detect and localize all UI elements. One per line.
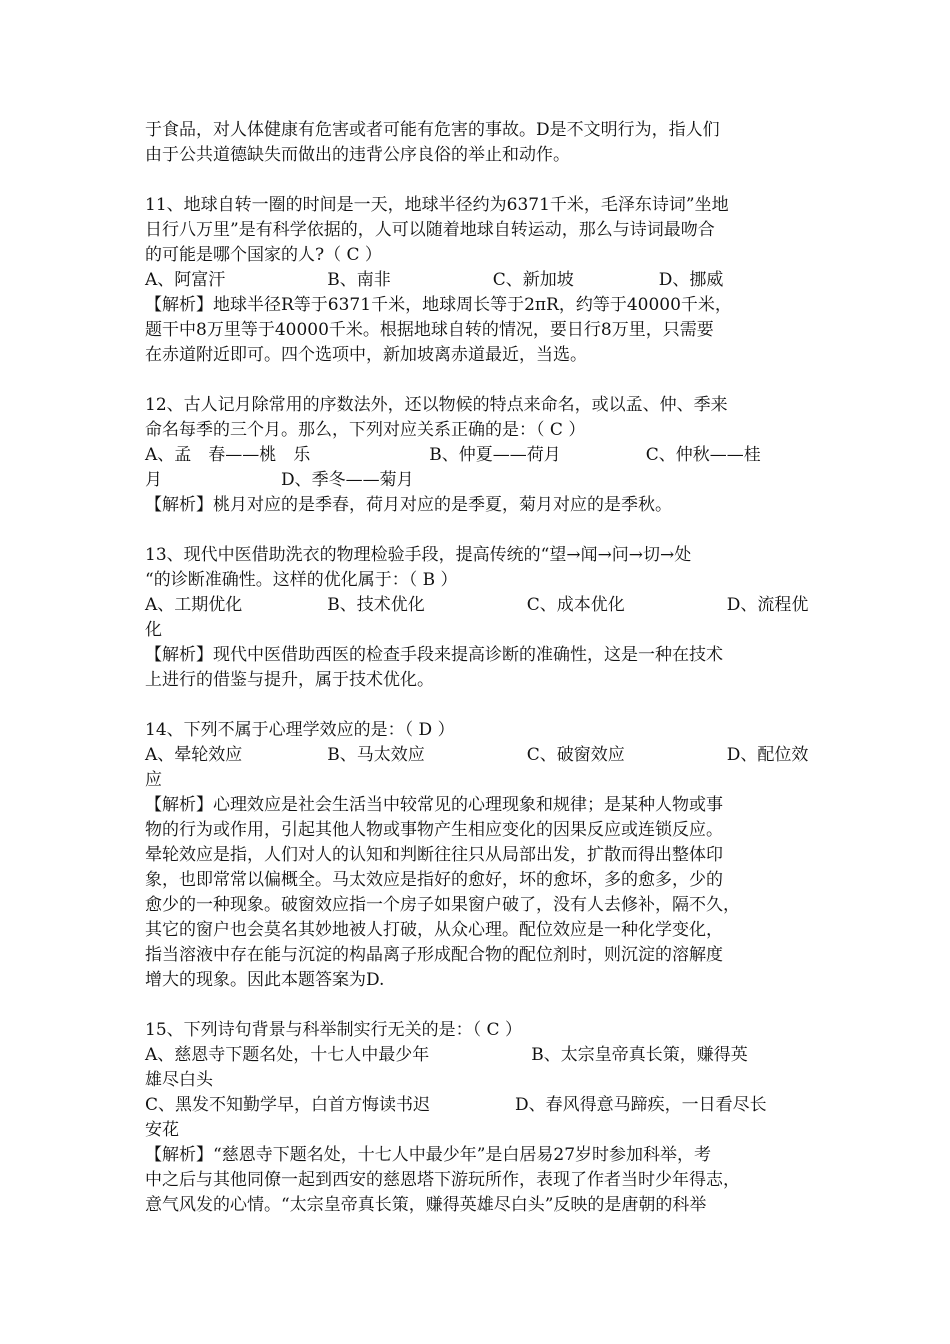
- question-13-options: 化: [145, 620, 162, 640]
- question-15-options: 雄尽白头: [145, 1070, 213, 1090]
- question-11-analysis: 题干中8万里等于40000千米。根据地球自转的情况，要日行8万里，只需要: [145, 320, 714, 340]
- question-14-analysis: 愈少的一种现象。破窗效应指一个房子如果窗户破了，没有人去修补，隔不久，: [145, 895, 740, 915]
- question-14-analysis: 增大的现象。因此本题答案为D.: [145, 970, 385, 990]
- question-14-options: A、晕轮效应 B、马太效应 C、破窗效应 D、配位效: [145, 745, 809, 765]
- question-15-stem: 15、下列诗句背景与科举制实行无关的是：（ C ）: [145, 1020, 522, 1040]
- question-14-analysis: 晕轮效应是指，人们对人的认知和判断往往只从局部出发，扩散而得出整体印: [145, 845, 723, 865]
- document-body: [145, 118, 817, 1218]
- question-15-options: C、黑发不知勤学早，白首方悔读书迟 D、春风得意马蹄疾，一日看尽长: [145, 1095, 767, 1115]
- question-14-options: 应: [145, 770, 162, 790]
- question-13-stem: “的诊断准确性。这样的优化属于：（ B ）: [145, 570, 458, 590]
- blank-line: [145, 518, 817, 543]
- question-12-options: A、孟 春——桃 乐 B、仲夏——荷月 C、仲秋——桂: [145, 445, 761, 465]
- question-14-analysis: 指当溶液中存在能与沉淀的构晶离子形成配合物的配位剂时，则沉淀的溶解度: [145, 945, 723, 965]
- blank-line: [145, 368, 817, 393]
- question-11-options: A、阿富汗 B、南非 C、新加坡 D、挪威: [145, 270, 724, 290]
- blank-line: [145, 168, 817, 193]
- question-14-analysis: 【解析】心理效应是社会生活当中较常见的心理现象和规律；是某种人物或事: [145, 795, 723, 815]
- question-15-analysis: 意气风发的心情。“太宗皇帝真长策，赚得英雄尽白头”反映的是唐朝的科举: [145, 1195, 707, 1215]
- text-line: 由于公共道德缺失而做出的违背公序良俗的举止和动作。: [145, 145, 570, 165]
- question-11-analysis: 在赤道附近即可。四个选项中，新加坡离赤道最近，当选。: [145, 345, 587, 365]
- question-13-options: A、工期优化 B、技术优化 C、成本优化 D、流程优: [145, 595, 809, 615]
- question-14-analysis: 物的行为或作用，引起其他人物或事物产生相应变化的因果反应或连锁反应。: [145, 820, 723, 840]
- question-14-analysis: 其它的窗户也会莫名其妙地被人打破，从众心理。配位效应是一种化学变化，: [145, 920, 723, 940]
- question-13-analysis: 【解析】现代中医借助西医的检查手段来提高诊断的准确性，这是一种在技术: [145, 645, 723, 665]
- question-11-stem: 日行八万里”是有科学依据的，人可以随着地球自转运动，那么与诗词最吻合: [145, 220, 715, 240]
- question-14-analysis: 象，也即常常以偏概全。马太效应是指好的愈好，坏的愈坏，多的愈多，少的: [145, 870, 723, 890]
- blank-line: [145, 693, 817, 718]
- question-15-options: 安花: [145, 1120, 179, 1140]
- question-11-stem: 11、地球自转一圈的时间是一天，地球半径约为6371千米，毛泽东诗词”坐地: [145, 195, 729, 215]
- question-12-stem: 命名每季的三个月。那么，下列对应关系正确的是：（ C ）: [145, 420, 586, 440]
- question-12-stem: 12、古人记月除常用的序数法外，还以物候的特点来命名，或以孟、仲、季来: [145, 395, 728, 415]
- question-11-stem: 的可能是哪个国家的人?（ C ）: [145, 245, 382, 265]
- question-14-stem: 14、下列不属于心理学效应的是：（ D ）: [145, 720, 455, 740]
- question-15-analysis: 【解析】“慈恩寺下题名处，十七人中最少年”是白居易27岁时参加科举，考: [145, 1145, 712, 1165]
- question-15-analysis: 中之后与其他同僚一起到西安的慈恩塔下游玩所作，表现了作者当时少年得志，: [145, 1170, 740, 1190]
- question-13-analysis: 上进行的借鉴与提升，属于技术优化。: [145, 670, 434, 690]
- question-12-options: 月 D、季冬——菊月: [145, 470, 414, 490]
- question-12-analysis: 【解析】桃月对应的是季春，荷月对应的是季夏，菊月对应的是季秋。: [145, 495, 672, 515]
- blank-line: [145, 993, 817, 1018]
- question-15-options: A、慈恩寺下题名处，十七人中最少年 B、太宗皇帝真长策，赚得英: [145, 1045, 748, 1065]
- question-11-analysis: 【解析】地球半径R等于6371千米，地球周长等于2πR，约等于40000千米，: [145, 295, 732, 315]
- text-line: 于食品，对人体健康有危害或者可能有危害的事故。D是不文明行为，指人们: [145, 120, 720, 140]
- question-13-stem: 13、现代中医借助洗衣的物理检验手段，提高传统的“望→闻→问→切→处: [145, 545, 692, 565]
